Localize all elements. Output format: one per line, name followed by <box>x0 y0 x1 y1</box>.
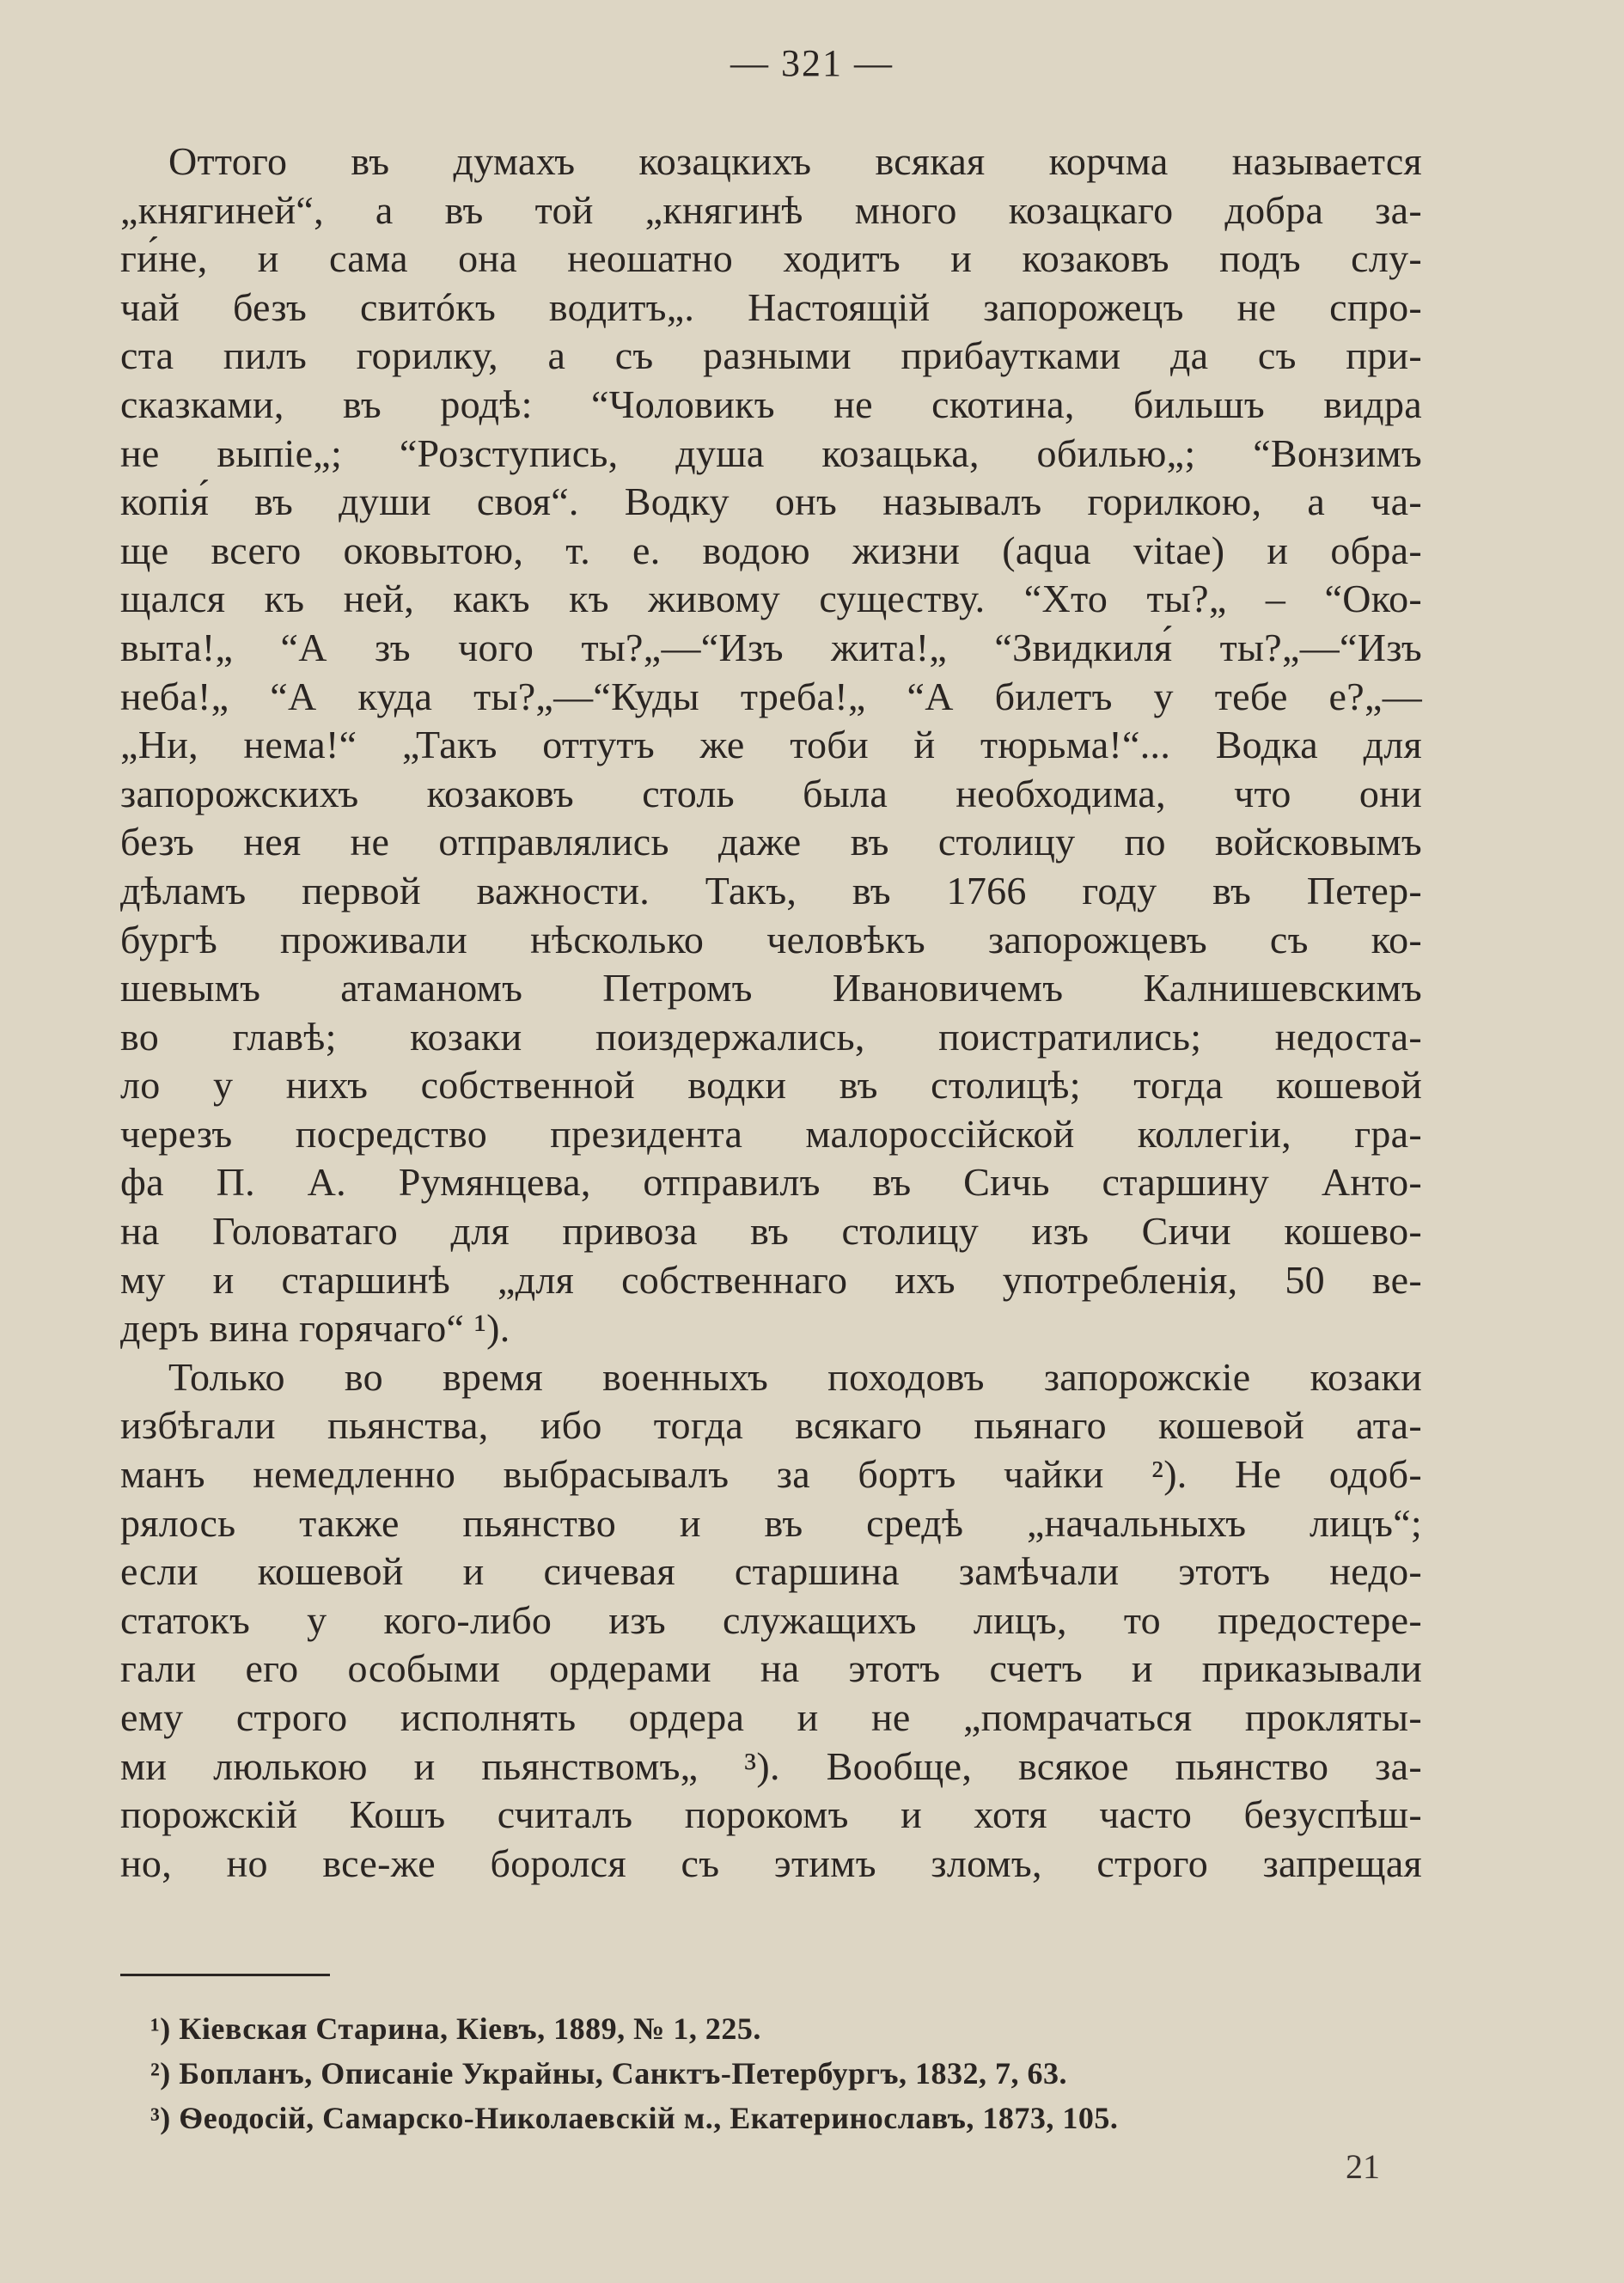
text-line: бургѣ проживали нѣсколько человѣкъ запорожцевъ съ ко- <box>120 917 1422 961</box>
text-line: статокъ у кого-либо изъ служащихъ лицъ, то предостере- <box>120 1597 1422 1642</box>
text-line: ще всего оковытою, т. е. водою жизни (aqua vitae) и обра- <box>120 528 1422 572</box>
text-line: копія́ въ души своя“. Водку онъ называлъ горилкою, а ча- <box>120 479 1422 524</box>
text-line: ми люлькою и пьянствомъ„ ³). Вообще, всякое пьянство за- <box>120 1743 1422 1788</box>
footnote-separator <box>120 1974 330 1976</box>
paragraph-2 <box>120 1353 1422 1889</box>
text-line: ги́не, и сама она неошатно ходитъ и козаковъ подъ слу- <box>120 236 1422 281</box>
text-line: если кошевой и сичевая старшина замѣчали этотъ недо- <box>120 1549 1422 1594</box>
text-line: сказками, въ родѣ: “Чоловикъ не скотина, бильшъ видра <box>120 382 1422 426</box>
text-line: рялось также пьянство и въ средѣ „начальныхъ лицъ“; <box>120 1500 1422 1545</box>
text-line: выта!„ “А зъ чого ты?„—“Изъ жита!„ “Звидкиля́ ты?„—“Изъ <box>120 625 1422 669</box>
footnote-1: ¹) Кіевская Старина, Кіевъ, 1889, № 1, 225. <box>150 2011 761 2046</box>
page-number: — 321 — <box>730 42 894 84</box>
text-line: му и старшинѣ „для собственнаго ихъ употребленія, 50 ве- <box>120 1257 1422 1302</box>
text-line: ло у нихъ собственной водки въ столицѣ; тогда кошевой <box>120 1063 1422 1108</box>
text-line: но, но все-же боролся съ этимъ зломъ, строго запрещая <box>120 1840 1422 1885</box>
text-line: „княгиней“, а въ той „княгинѣ много козацкаго добра за- <box>120 187 1422 232</box>
text-line: запорожскихъ козаковъ столь была необходима, что они <box>120 771 1422 815</box>
text-line: манъ немедленно выбрасывалъ за бортъ чайки ²). Не одоб- <box>120 1452 1422 1497</box>
footnotes <box>150 2006 1353 2140</box>
text-line: щался къ ней, какъ къ живому существу. “Хто ты?„ – “Око- <box>120 577 1422 621</box>
text-line: гали его особыми ордерами на этотъ счетъ и приказывали <box>120 1646 1422 1691</box>
footnote-2: ²) Бопланъ, Описаніе Украйны, Санктъ-Петербургъ, 1832, 7, 63. <box>150 2056 1067 2091</box>
text-line: безъ нея не отправлялись даже въ столицу по войсковымъ <box>120 820 1422 864</box>
text-line: ему строго исполнять ордера и не „помрачаться прокляты- <box>120 1695 1422 1739</box>
text-line: избѣгали пьянства, ибо тогда всякаго пьянаго кошевой ата- <box>120 1403 1422 1448</box>
text-line: на Головатаго для привоза въ столицу изъ Сичи кошево- <box>120 1209 1422 1254</box>
text-line: Оттого въ думахъ козацкихъ всякая корчма называется <box>168 139 1422 183</box>
printer-signature: 21 <box>1346 2147 1380 2186</box>
text-line: чай безъ свитóкъ водитъ„. Настоящій запорожецъ не спро- <box>120 284 1422 329</box>
text-line: порожскій Кошъ считалъ порокомъ и хотя часто безуспѣш- <box>120 1792 1422 1837</box>
text-line: дѣламъ первой важности. Такъ, въ 1766 году въ Петер- <box>120 868 1422 913</box>
text-line: деръ вина горячаго“ ¹). <box>120 1306 510 1351</box>
text-line: черезъ посредство президента малороссійской коллегіи, гра- <box>120 1111 1422 1156</box>
text-line: ста пилъ горилку, а съ разными прибаутками да съ при- <box>120 333 1422 378</box>
text-line: Только во время военныхъ походовъ запорожскіе козаки <box>168 1354 1422 1399</box>
paragraph-1 <box>120 137 1422 1353</box>
body-text <box>120 137 1422 1888</box>
text-line: во главѣ; козаки поиздержались, поистратились; недоста- <box>120 1014 1422 1059</box>
text-line: не выпіе„; “Розступись, душа козацька, обилью„; “Вонзимъ <box>120 430 1422 475</box>
footnote-3: ³) Ѳеодосій, Самарско-Николаевскій м., Екатеринославъ, 1873, 105. <box>150 2101 1119 2135</box>
text-line: неба!„ “А куда ты?„—“Куды треба!„ “А билетъ у тебе е?„— <box>120 674 1422 718</box>
text-line: шевымъ атаманомъ Петромъ Ивановичемъ Калнишевскимъ <box>120 966 1422 1010</box>
text-line: „Ни, нема!“ „Такъ оттутъ же тоби й тюрьма!“... Водка для <box>120 723 1422 767</box>
text-line: фа П. А. Румянцева, отправилъ въ Сичь старшину Анто- <box>120 1160 1422 1205</box>
